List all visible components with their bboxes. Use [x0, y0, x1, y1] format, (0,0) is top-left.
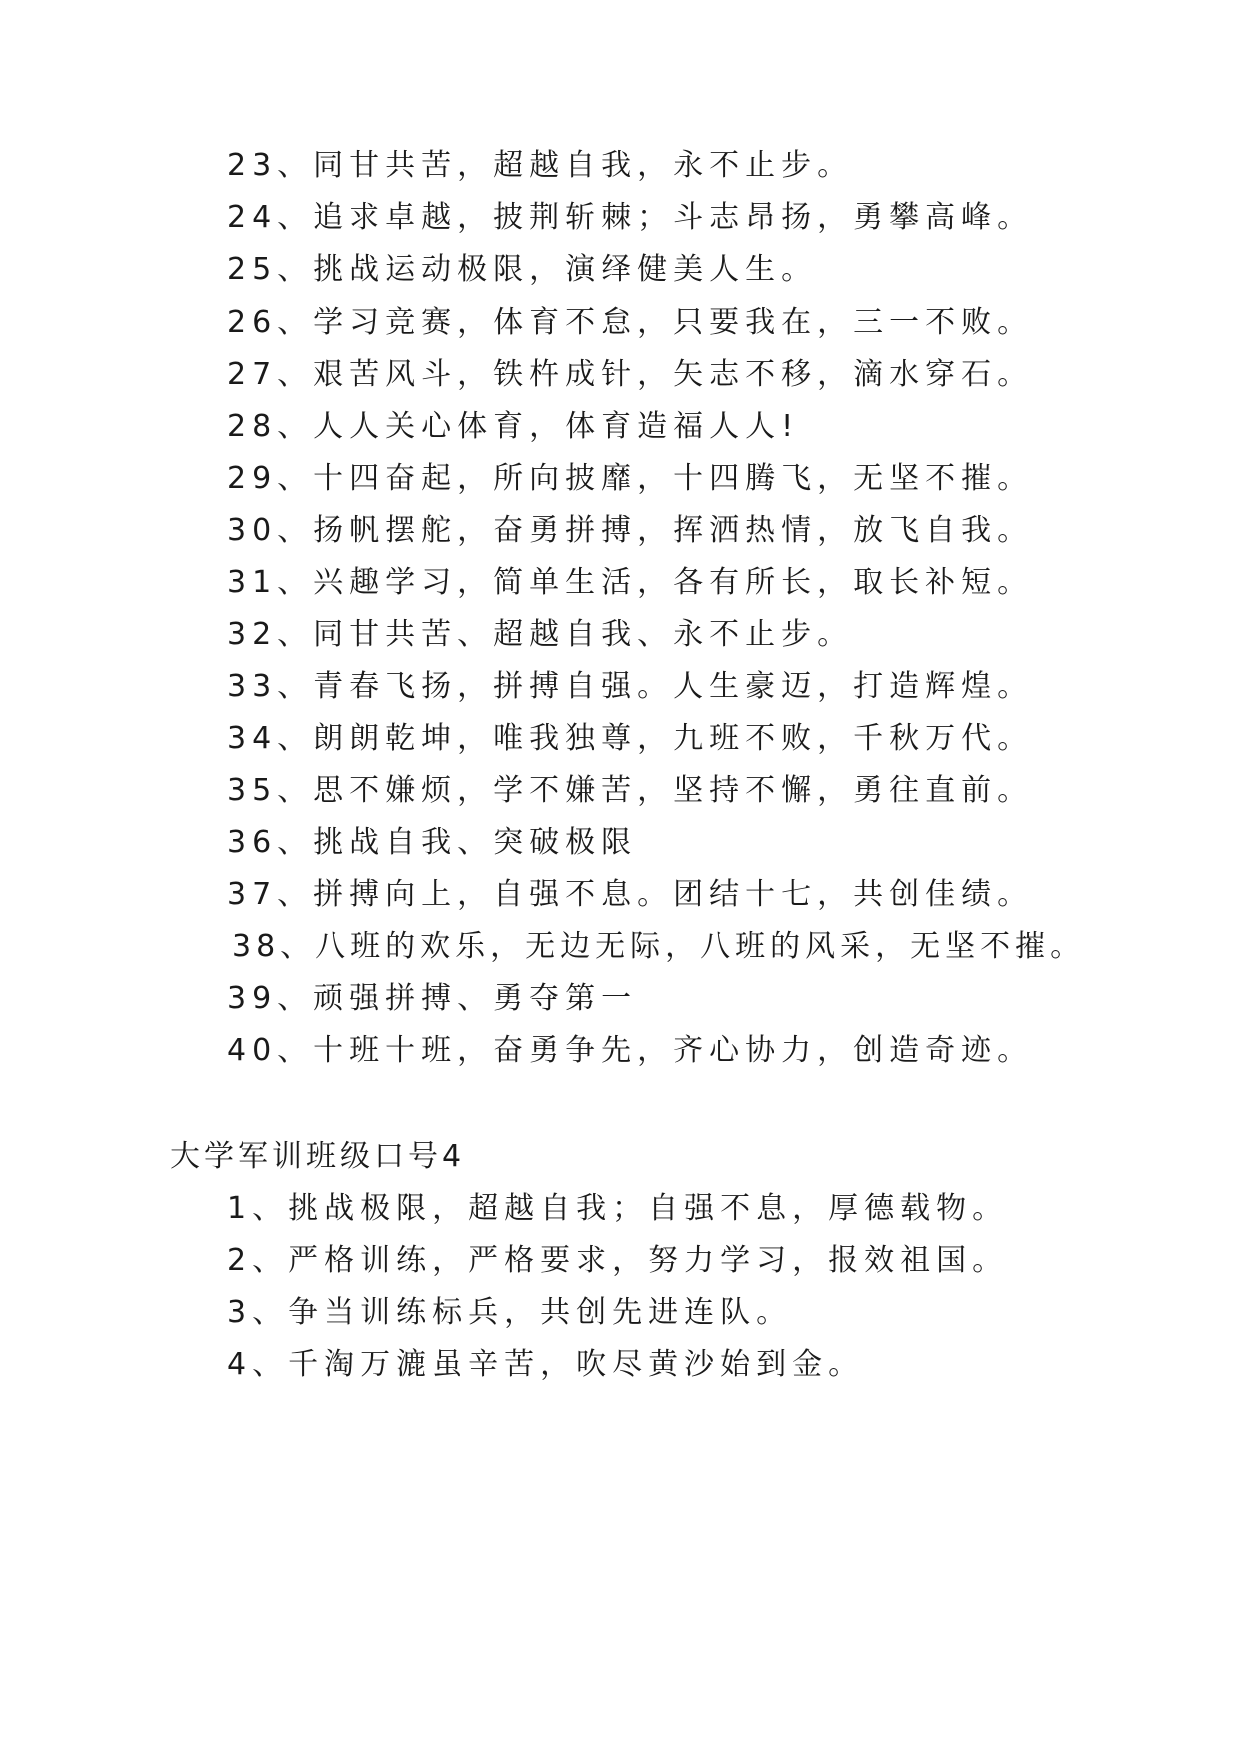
- slogan-line-39: 39、顽强拼搏、勇夺第一: [227, 981, 638, 1016]
- slogan-line-24: 24、追求卓越，披荆斩棘；斗志昂扬，勇攀高峰。: [227, 200, 1034, 235]
- section-heading: 大学军训班级口号4: [170, 1139, 466, 1174]
- slogan-line-35: 35、思不嫌烦，学不嫌苦，坚持不懈，勇往直前。: [227, 773, 1034, 808]
- slogan-line-34: 34、朗朗乾坤，唯我独尊，九班不败，千秋万代。: [227, 721, 1034, 756]
- slogan-line-40: 40、十班十班，奋勇争先，齐心协力，创造奇迹。: [227, 1033, 1034, 1068]
- slogan-line-32: 32、同甘共苦、超越自我、永不止步。: [227, 617, 854, 652]
- slogan-line-23: 23、同甘共苦，超越自我，永不止步。: [227, 148, 854, 183]
- slogan-line-26: 26、学习竞赛，体育不怠，只要我在，三一不败。: [227, 305, 1034, 340]
- slogan-line-38: 38、八班的欢乐，无边无际，八班的风采，无坚不摧。: [232, 929, 1086, 964]
- slogan-line-25: 25、挑战运动极限，演绎健美人生。: [227, 252, 818, 287]
- slogan-line-28: 28、人人关心体育，体育造福人人!: [227, 409, 800, 444]
- slogan-line-31: 31、兴趣学习，简单生活，各有所长，取长补短。: [227, 565, 1034, 600]
- slogan-line-b2: 2、严格训练，严格要求，努力学习，报效祖国。: [227, 1243, 1009, 1278]
- slogan-line-b3: 3、争当训练标兵，共创先进连队。: [227, 1295, 793, 1330]
- slogan-line-29: 29、十四奋起，所向披靡，十四腾飞，无坚不摧。: [227, 461, 1034, 496]
- slogan-line-33: 33、青春飞扬，拼搏自强。人生豪迈，打造辉煌。: [227, 669, 1034, 704]
- slogan-line-36: 36、挑战自我、突破极限: [227, 825, 638, 860]
- slogan-line-b1: 1、挑战极限，超越自我；自强不息，厚德载物。: [227, 1191, 1009, 1226]
- slogan-line-27: 27、艰苦风斗，铁杵成针，矢志不移，滴水穿石。: [227, 357, 1034, 392]
- slogan-line-37: 37、拼搏向上，自强不息。团结十七，共创佳绩。: [227, 877, 1034, 912]
- slogan-line-30: 30、扬帆摆舵，奋勇拼搏，挥洒热情，放飞自我。: [227, 513, 1034, 548]
- slogan-line-b4: 4、千淘万漉虽辛苦，吹尽黄沙始到金。: [227, 1347, 865, 1382]
